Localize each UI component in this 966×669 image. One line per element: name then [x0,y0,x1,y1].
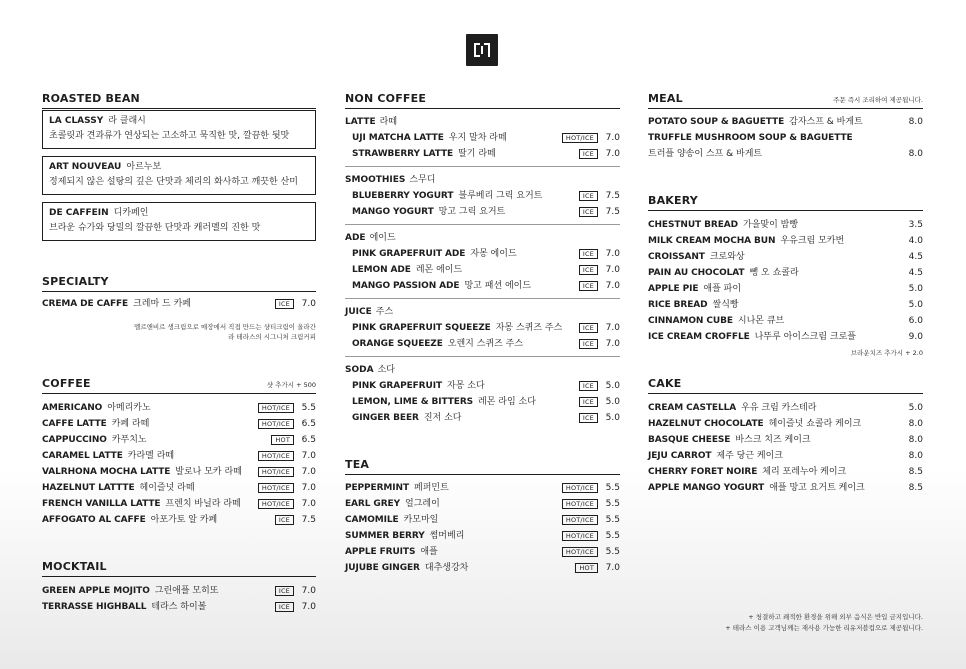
bakery-note: 브라운치즈 추가시 + 2.0 [850,349,923,357]
item-price: 5.0 [908,403,923,413]
item-name: AMERICANO [42,403,103,413]
menu-item [648,466,923,478]
temp-badge: ICE [579,281,598,291]
temp-badge: HOT [575,563,598,573]
menu-item [42,482,316,494]
item-price: 7.0 [301,467,316,477]
item-name-ko: 망고 그릭 요거트 [438,207,506,217]
item-price: 5.5 [605,515,620,525]
item-name: POTATO SOUP & BAGUETTE [648,117,785,127]
temp-badge: ICE [579,249,598,259]
item-name-ko: 카페 라떼 [111,419,150,429]
item-price: 5.0 [605,397,620,407]
item-price: 5.5 [605,483,620,493]
item-name: GREEN APPLE MOJITO [42,586,150,596]
item-price: 8.0 [908,451,923,461]
divider [345,166,620,167]
menu-item [42,466,316,478]
item-name-ko: 애플 망고 요거트 케이크 [769,483,865,493]
menu-item [648,418,923,430]
item-name-ko: 가을맞이 밤빵 [743,220,799,230]
bean-card-art-nouveau [42,156,316,195]
menu-item [42,585,316,597]
divider [345,356,620,357]
item-name-ko: 자몽 소다 [447,381,485,391]
item-name: CHERRY FORET NOIRE [648,467,758,477]
item-price: 6.5 [301,419,316,429]
menu-item [42,434,316,446]
item-name-ko: 레몬 라임 소다 [478,397,536,407]
item-price: 7.0 [605,281,620,291]
menu-item [648,251,923,263]
menu-item [352,248,620,260]
menu-item [648,267,923,279]
item-price: 7.0 [301,483,316,493]
menu-item-crema-de-caffe [42,298,316,310]
item-name: CARAMEL LATTE [42,451,123,461]
bean-card-de-caffein [42,202,316,241]
specialty-note [134,322,316,342]
item-name: APPLE MANGO YOGURT [648,483,765,493]
temp-badge: ICE [579,323,598,333]
subgroup-name-ko: 소다 [377,365,395,375]
brand-logo [466,34,498,66]
menu-item [352,264,620,276]
item-name: ORANGE SQUEEZE [352,339,443,349]
item-name-ko: 프렌치 바닐라 라떼 [165,499,241,509]
item-price: 8.5 [908,467,923,477]
subgroup-title-soda [345,364,620,376]
item-name: CROISSANT [648,252,705,262]
bean-name: ART NOUVEAU [49,162,122,172]
item-name: MANGO YOGURT [352,207,434,217]
item-price: 7.0 [605,249,620,259]
subgroup-title-smoothies [345,174,620,186]
item-name-ko: 애플 파이 [703,284,742,294]
item-name-ko: 망고 패션 에이드 [464,281,532,291]
section-title-bakery: BAKERY [648,194,923,211]
item-name: UJI MATCHA LATTE [352,133,444,143]
item-price: 5.5 [301,403,316,413]
item-price: 5.0 [908,300,923,310]
bean-description: 정제되지 않은 설탕의 깊은 단맛과 체리의 화사하고 깨끗한 산미 [49,177,298,187]
bean-name: DE CAFFEIN [49,208,109,218]
item-name-ko: 크레마 드 카페 [133,299,191,309]
item-price: 5.0 [908,284,923,294]
menu-item [345,562,620,574]
bean-card-la-classy [42,110,316,149]
item-name: CAPPUCCINO [42,435,107,445]
menu-item [648,315,923,327]
meal-note: 주문 즉시 조리하여 제공됩니다. [833,96,923,104]
item-price: 7.5 [301,515,316,525]
item-price: 7.5 [605,207,620,217]
item-name: CREAM CASTELLA [648,403,737,413]
item-price: 7.0 [301,586,316,596]
temp-badge: HOT/ICE [258,419,294,429]
item-name-ko: 발로나 모카 라떼 [175,467,242,477]
item-name-ko: 트러플 양송이 스프 & 바게트 [648,149,763,159]
menu-item [648,434,923,446]
item-price: 6.0 [908,316,923,326]
item-name-ko: 감자스프 & 바게트 [789,117,863,127]
item-price: 8.0 [908,149,923,159]
item-price: 7.0 [301,602,316,612]
subgroup-name-ko: 스무디 [409,175,436,185]
item-name: PINK GRAPEFRUIT ADE [352,249,466,259]
item-price: 5.0 [605,413,620,423]
bean-name-ko: 라 클래시 [108,116,146,126]
item-price: 7.0 [301,451,316,461]
subgroup-title-ade [345,232,620,244]
section-title-text: MEAL [648,92,683,105]
item-name: CAMOMILE [345,515,399,525]
item-price: 5.5 [605,547,620,557]
item-name-ko: 딸기 라떼 [458,149,496,159]
item-name-ko: 얼그레이 [405,499,440,509]
item-name-ko: 우유크림 모카번 [780,236,845,246]
menu-item [42,402,316,414]
item-price: 3.5 [908,220,923,230]
menu-item [648,283,923,295]
specialty-note-line: 멜르앤비르 생크림으로 매장에서 직접 만드는 샹티크림이 올라간 [134,323,316,331]
item-name: CAFFE LATTE [42,419,107,429]
section-title-meal [648,92,923,109]
item-name: TRUFFLE MUSHROOM SOUP & BAGUETTE [648,133,853,143]
item-name: PINK GRAPEFRUIT SQUEEZE [352,323,491,333]
item-name: BASQUE CHEESE [648,435,731,445]
section-title-specialty: SPECIALTY [42,275,316,292]
item-name: EARL GREY [345,499,400,509]
menu-item [648,402,923,414]
item-name: MANGO PASSION ADE [352,281,460,291]
temp-badge: HOT/ICE [562,547,598,557]
temp-badge: ICE [579,339,598,349]
temp-badge: ICE [275,299,294,309]
menu-item [352,190,620,202]
item-name-ko: 쌀식빵 [712,300,739,310]
item-name-ko: 헤이즐넛 라떼 [139,483,195,493]
temp-badge: HOT/ICE [562,483,598,493]
item-name: PEPPERMINT [345,483,409,493]
subgroup-name: SMOOTHIES [345,175,406,185]
section-title-cake: CAKE [648,377,923,394]
menu-item [345,498,620,510]
item-name: VALRHONA MOCHA LATTE [42,467,171,477]
item-name-ko: 카모마일 [403,515,439,525]
item-price: 7.0 [605,133,620,143]
item-name-ko: 체리 포레누아 케이크 [762,467,847,477]
item-name-ko: 애플 [420,547,438,557]
menu-item [352,322,620,334]
bean-description: 초콜릿과 견과류가 연상되는 고소하고 묵직한 맛, 깔끔한 뒷맛 [49,131,290,141]
section-title-tea: TEA [345,458,620,475]
item-price: 4.5 [908,252,923,262]
temp-badge: HOT/ICE [562,499,598,509]
section-title-text: COFFEE [42,377,91,390]
item-name: AFFOGATO AL CAFFE [42,515,146,525]
section-title-coffee [42,377,316,394]
menu-item [648,132,923,144]
item-name: ICE CREAM CROFFLE [648,332,750,342]
menu-item [42,601,316,613]
item-name: MILK CREAM MOCHA BUN [648,236,776,246]
item-price: 5.5 [605,499,620,509]
item-name-ko: 오렌지 스퀴즈 주스 [447,339,524,349]
menu-item [42,498,316,510]
item-name: RICE BREAD [648,300,708,310]
bean-name: LA CLASSY [49,116,104,126]
temp-badge: ICE [579,265,598,275]
subgroup-name-ko: 에이드 [369,233,396,243]
temp-badge: ICE [579,207,598,217]
subgroup-name: JUICE [345,307,372,317]
bean-name-ko: 아르누보 [126,162,162,172]
menu-item [352,396,620,408]
subgroup-title-latte [345,116,620,128]
item-price: 8.0 [908,419,923,429]
item-name-ko: 테라스 하이볼 [151,602,207,612]
item-price: 7.0 [301,499,316,509]
menu-item [345,482,620,494]
bean-description: 브라운 슈가와 당밀의 깔끔한 단맛과 캐러멜의 진한 맛 [49,223,261,233]
menu-item [648,219,923,231]
menu-item [42,514,316,526]
bean-name-ko: 디카페인 [113,208,149,218]
item-name-ko: 바스크 치즈 케이크 [735,435,811,445]
menu-item [648,482,923,494]
menu-item [352,380,620,392]
footer-notice-line: + 테라스 이용 고객님께는 재사용 가능한 리유저블컵으로 제공됩니다. [725,624,923,632]
temp-badge: HOT/ICE [258,403,294,413]
item-name-ko: 자몽 스퀴즈 주스 [495,323,563,333]
menu-item [648,331,923,343]
item-name: TERRASSE HIGHBALL [42,602,147,612]
item-name: GINGER BEER [352,413,419,423]
temp-badge: HOT/ICE [258,451,294,461]
item-name-ko: 우유 크림 카스테라 [741,403,817,413]
footer-notice [725,612,923,634]
menu-item [648,450,923,462]
menu-item [352,206,620,218]
item-name-ko: 진저 소다 [423,413,462,423]
section-title-mocktail: MOCKTAIL [42,560,316,577]
item-name-ko: 대추생강차 [424,563,469,573]
divider [345,298,620,299]
temp-badge: HOT/ICE [258,499,294,509]
menu-item-continued [648,148,923,160]
item-name: STRAWBERRY LATTE [352,149,454,159]
item-name: LEMON ADE [352,265,411,275]
specialty-note-line: 라 테라스의 시그니처 크림커피 [228,333,316,341]
temp-badge: HOT/ICE [258,483,294,493]
item-name-ko: 그린애플 모히또 [154,586,219,596]
item-name-ko: 블루베리 그릭 요거트 [458,191,543,201]
menu-item [352,412,620,424]
item-price: 7.0 [605,149,620,159]
item-name: BLUEBERRY YOGURT [352,191,454,201]
menu-item [42,450,316,462]
item-name-ko: 뺑 오 쇼콜라 [749,268,799,278]
item-price: 8.0 [908,435,923,445]
item-name: CHESTNUT BREAD [648,220,738,230]
item-name: JEJU CARROT [648,451,712,461]
item-price: 8.0 [908,117,923,127]
temp-badge: ICE [275,602,294,612]
divider [345,224,620,225]
item-name-ko: 아메리카노 [107,403,151,413]
item-name: APPLE PIE [648,284,699,294]
brand-logo-icon [466,34,498,66]
item-name: LEMON, LIME & BITTERS [352,397,474,407]
temp-badge: HOT/ICE [562,531,598,541]
item-name-ko: 카푸치노 [111,435,147,445]
item-price: 7.0 [605,339,620,349]
item-name-ko: 자몽 에이드 [470,249,517,259]
temp-badge: HOT/ICE [562,133,598,143]
item-price: 7.5 [605,191,620,201]
item-price: 7.0 [605,265,620,275]
subgroup-name: SODA [345,365,374,375]
item-name-ko: 카라멜 라떼 [127,451,175,461]
temp-badge: ICE [579,397,598,407]
menu-item [352,338,620,350]
temp-badge: ICE [275,586,294,596]
menu-item [345,530,620,542]
item-name-ko: 헤이즐넛 쇼콜라 케이크 [768,419,862,429]
menu-item [648,235,923,247]
menu-item [352,148,620,160]
menu-item [42,418,316,430]
subgroup-name: ADE [345,233,366,243]
temp-badge: HOT/ICE [562,515,598,525]
temp-badge: ICE [579,413,598,423]
item-name: APPLE FRUITS [345,547,416,557]
item-price: 8.5 [908,483,923,493]
menu-item [352,280,620,292]
subgroup-name-ko: 주스 [375,307,394,317]
item-name: HAZELNUT CHOCOLATE [648,419,764,429]
section-title-roasted-bean: ROASTED BEAN [42,92,316,109]
item-name: JUJUBE GINGER [345,563,420,573]
item-name: FRENCH VANILLA LATTE [42,499,161,509]
temp-badge: ICE [579,149,598,159]
item-name-ko: 레몬 에이드 [415,265,463,275]
menu-item [648,116,923,128]
item-price: 9.0 [908,332,923,342]
menu-item [352,132,620,144]
subgroup-name-ko: 라떼 [379,117,398,127]
item-name-ko: 크로와상 [709,252,745,262]
item-name: PINK GRAPEFRUIT [352,381,442,391]
item-price: 5.5 [605,531,620,541]
item-price: 7.0 [605,323,620,333]
menu-item [345,546,620,558]
section-title-non-coffee: NON COFFEE [345,92,620,109]
item-price: 4.0 [908,236,923,246]
item-name-ko: 썸머베리 [429,531,465,541]
menu-item [648,299,923,311]
coffee-shot-note: 샷 추가시 + 500 [266,381,316,389]
temp-badge: ICE [579,381,598,391]
item-price: 4.5 [908,268,923,278]
subgroup-name: LATTE [345,117,376,127]
item-price: 5.0 [605,381,620,391]
item-name: PAIN AU CHOCOLAT [648,268,745,278]
item-name-ko: 제주 당근 케이크 [716,451,784,461]
item-name: CINNAMON CUBE [648,316,733,326]
item-name-ko: 아포가토 알 카페 [150,515,218,525]
temp-badge: HOT [271,435,294,445]
footer-notice-line: + 청결하고 쾌적한 환경을 위해 외부 음식은 반입 금지입니다. [748,613,923,621]
temp-badge: HOT/ICE [258,467,294,477]
item-price: 7.0 [301,299,316,309]
item-name: CREMA DE CAFFE [42,299,129,309]
item-name: HAZELNUT LATTTE [42,483,135,493]
menu-item [345,514,620,526]
item-price: 6.5 [301,435,316,445]
item-name-ko: 나뚜루 아이스크림 크로플 [754,332,856,342]
item-name-ko: 페퍼민트 [414,483,449,493]
subgroup-title-juice [345,306,620,318]
temp-badge: ICE [579,191,598,201]
item-price: 7.0 [605,563,620,573]
item-name-ko: 우지 말차 라떼 [448,133,507,143]
item-name: SUMMER BERRY [345,531,425,541]
item-name-ko: 시나몬 큐브 [737,316,785,326]
temp-badge: ICE [275,515,294,525]
